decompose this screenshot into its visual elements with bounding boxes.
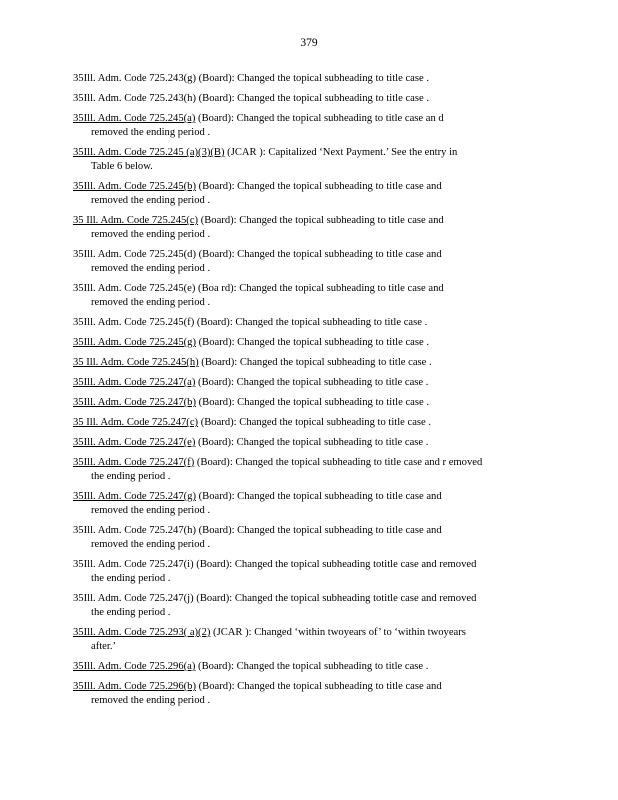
amendment-description-continued: Table 6 below. — [91, 161, 153, 172]
code-citation: 35Ill. Adm. Code 725.247(h) — [73, 525, 196, 536]
amendment-description-continued: removed the ending period . — [91, 695, 211, 706]
amendment-entry-line — [73, 456, 553, 470]
code-citation: 35Ill. Adm. Code 725.243(h) — [73, 93, 196, 104]
code-citation: 35 Ill. Adm. Code 725.247(c) — [73, 417, 199, 428]
amendment-description: (Board): Changed the topical subheading to title case . — [196, 93, 429, 104]
code-citation: 35Ill. Adm. Code 725.247(e) — [73, 437, 196, 448]
code-citation: 35Ill. Adm. Code 725.293( a)(2) — [73, 627, 211, 638]
amendment-entry-line — [73, 336, 553, 350]
code-citation: 35Ill. Adm. Code 725.245(a) — [73, 113, 196, 124]
amendment-description: (Board): Changed the topical subheading to title case and — [196, 249, 442, 260]
amendment-description: (Board): Changed the topical subheading to title case . — [194, 317, 428, 328]
code-citation: 35Ill. Adm. Code 725.245(f) — [73, 317, 195, 328]
code-citation: 35Ill. Adm. Code 725.245(b) — [73, 181, 196, 192]
amendment-entry — [73, 680, 553, 714]
amendment-description: (Board): Changed the topical subheading to title case . — [198, 357, 432, 368]
amendment-entry — [73, 112, 553, 146]
amendment-entry — [73, 376, 553, 396]
amendment-description: (Board): Changed the topical subheading to title case . — [196, 337, 429, 348]
amendment-entry-line — [73, 626, 553, 640]
amendment-description: (Board): Changed the topical subheading to title case an d — [195, 113, 444, 124]
amendment-entry-line — [73, 282, 553, 296]
amendment-description-continued: after.’ — [91, 641, 116, 652]
code-citation: 35Ill. Adm. Code 725.245 (a)(3)(B) — [73, 147, 225, 158]
amendment-description: (Board): Changed the topical subheading to title case . — [195, 377, 429, 388]
amendment-entry-line — [73, 112, 553, 126]
amendment-entry-line — [73, 558, 553, 572]
amendment-description: (Board): Changed the topical subheading to title case . — [195, 661, 429, 672]
amendment-description-continued: removed the ending period . — [91, 505, 211, 516]
amendment-entry — [73, 282, 553, 316]
amendment-entry — [73, 356, 553, 376]
code-citation: 35Ill. Adm. Code 725.245(e) — [73, 283, 196, 294]
amendment-description-continued: removed the ending period . — [91, 297, 211, 308]
amendment-description: (Board): Changed the topical subheading to title case and — [196, 525, 442, 536]
amendment-description: (Boa rd): Changed the topical subheading to title case and — [195, 283, 444, 294]
amendment-entry-line — [73, 376, 553, 390]
amendment-entry-line — [73, 660, 553, 674]
amendment-description-continued: the ending period . — [91, 573, 171, 584]
amendment-entry-line — [73, 680, 553, 694]
code-citation: 35Ill. Adm. Code 725.296(a) — [73, 661, 196, 672]
amendment-entry-line — [73, 490, 553, 504]
amendment-entry — [73, 626, 553, 660]
amendment-description: (Board): Changed the topical subheading to title case and — [196, 181, 442, 192]
amendment-entry — [73, 92, 553, 112]
amendment-entry-line — [73, 592, 553, 606]
amendment-description-continued: removed the ending period . — [91, 229, 211, 240]
amendment-entry-line — [73, 72, 553, 86]
amendment-entry-line — [73, 180, 553, 194]
amendment-entry-line — [73, 92, 553, 106]
amendment-entry — [73, 72, 553, 92]
amendment-description: (Board): Changed the topical subheading to title case . — [196, 73, 429, 84]
amendment-description-continued: removed the ending period . — [91, 127, 211, 138]
amendment-entry-line — [73, 146, 553, 160]
code-citation: 35Ill. Adm. Code 725.247(g) — [73, 491, 196, 502]
amendment-description-continued: removed the ending period . — [91, 539, 211, 550]
code-citation: 35Ill. Adm. Code 725.247(a) — [73, 377, 196, 388]
code-citation: 35Ill. Adm. Code 725.247(i) — [73, 559, 194, 570]
amendment-entry-line — [73, 356, 553, 370]
amendment-entry — [73, 316, 553, 336]
amendment-entry — [73, 524, 553, 558]
amendment-description: (Board): Changed the topical subheading to title case and — [196, 681, 442, 692]
code-citation: 35Ill. Adm. Code 725.247(b) — [73, 397, 196, 408]
amendment-entry-line — [73, 416, 553, 430]
code-citation: 35 Ill. Adm. Code 725.245(h) — [73, 357, 199, 368]
amendment-entry — [73, 336, 553, 356]
amendment-entry — [73, 248, 553, 282]
amendment-description: (Board): Changed the topical subheading to title case and r emoved — [194, 457, 483, 468]
amendment-description: (JCAR ): Changed ‘within twoyears of’ to ‘within twoyears — [210, 627, 466, 638]
code-citation: 35Ill. Adm. Code 725.243(g) — [73, 73, 196, 84]
amendment-description: (Board): Changed the topical subheading totitle case and removed — [193, 593, 477, 604]
amendment-description-continued: removed the ending period . — [91, 195, 211, 206]
amendment-entry — [73, 214, 553, 248]
amendment-description: (Board): Changed the topical subheading totitle case and removed — [193, 559, 477, 570]
entry-spacer — [73, 708, 553, 714]
amendment-entry — [73, 436, 553, 456]
code-citation: 35Ill. Adm. Code 725.245(d) — [73, 249, 196, 260]
amendment-description: (Board): Changed the topical subheading to title case . — [198, 417, 432, 428]
page-number: 379 — [300, 37, 318, 49]
amendment-entry-line — [73, 214, 553, 228]
amendment-entry — [73, 416, 553, 436]
amendment-description: (Board): Changed the topical subheading to title case and — [198, 215, 444, 226]
code-citation: 35Ill. Adm. Code 725.245(g) — [73, 337, 196, 348]
code-citation: 35Ill. Adm. Code 725.296(b) — [73, 681, 196, 692]
amendment-description-continued: removed the ending period . — [91, 263, 211, 274]
amendment-entry-list — [73, 72, 553, 714]
code-citation: 35Ill. Adm. Code 725.247(f) — [73, 457, 195, 468]
amendment-description: (Board): Changed the topical subheading to title case and — [196, 491, 442, 502]
amendment-entry — [73, 180, 553, 214]
amendment-entry — [73, 146, 553, 180]
amendment-entry — [73, 396, 553, 416]
code-citation: 35 Ill. Adm. Code 725.245(c) — [73, 215, 199, 226]
amendment-entry-line — [73, 316, 553, 330]
amendment-entry-line — [73, 248, 553, 262]
amendment-entry-line — [73, 524, 553, 538]
amendment-entry — [73, 456, 553, 490]
amendment-description-continued: the ending period . — [91, 471, 171, 482]
amendment-entry-line — [73, 396, 553, 410]
amendment-description: (JCAR ): Capitalized ‘Next Payment.’ See the entry in — [224, 147, 458, 158]
amendment-description: (Board): Changed the topical subheading to title case . — [195, 437, 429, 448]
amendment-entry — [73, 558, 553, 592]
amendment-entry — [73, 490, 553, 524]
amendment-description: (Board): Changed the topical subheading to title case . — [196, 397, 429, 408]
amendment-description-continued: the ending period . — [91, 607, 171, 618]
code-citation: 35Ill. Adm. Code 725.247(j) — [73, 593, 194, 604]
amendment-entry — [73, 592, 553, 626]
amendment-entry — [73, 660, 553, 680]
amendment-entry-line — [73, 436, 553, 450]
